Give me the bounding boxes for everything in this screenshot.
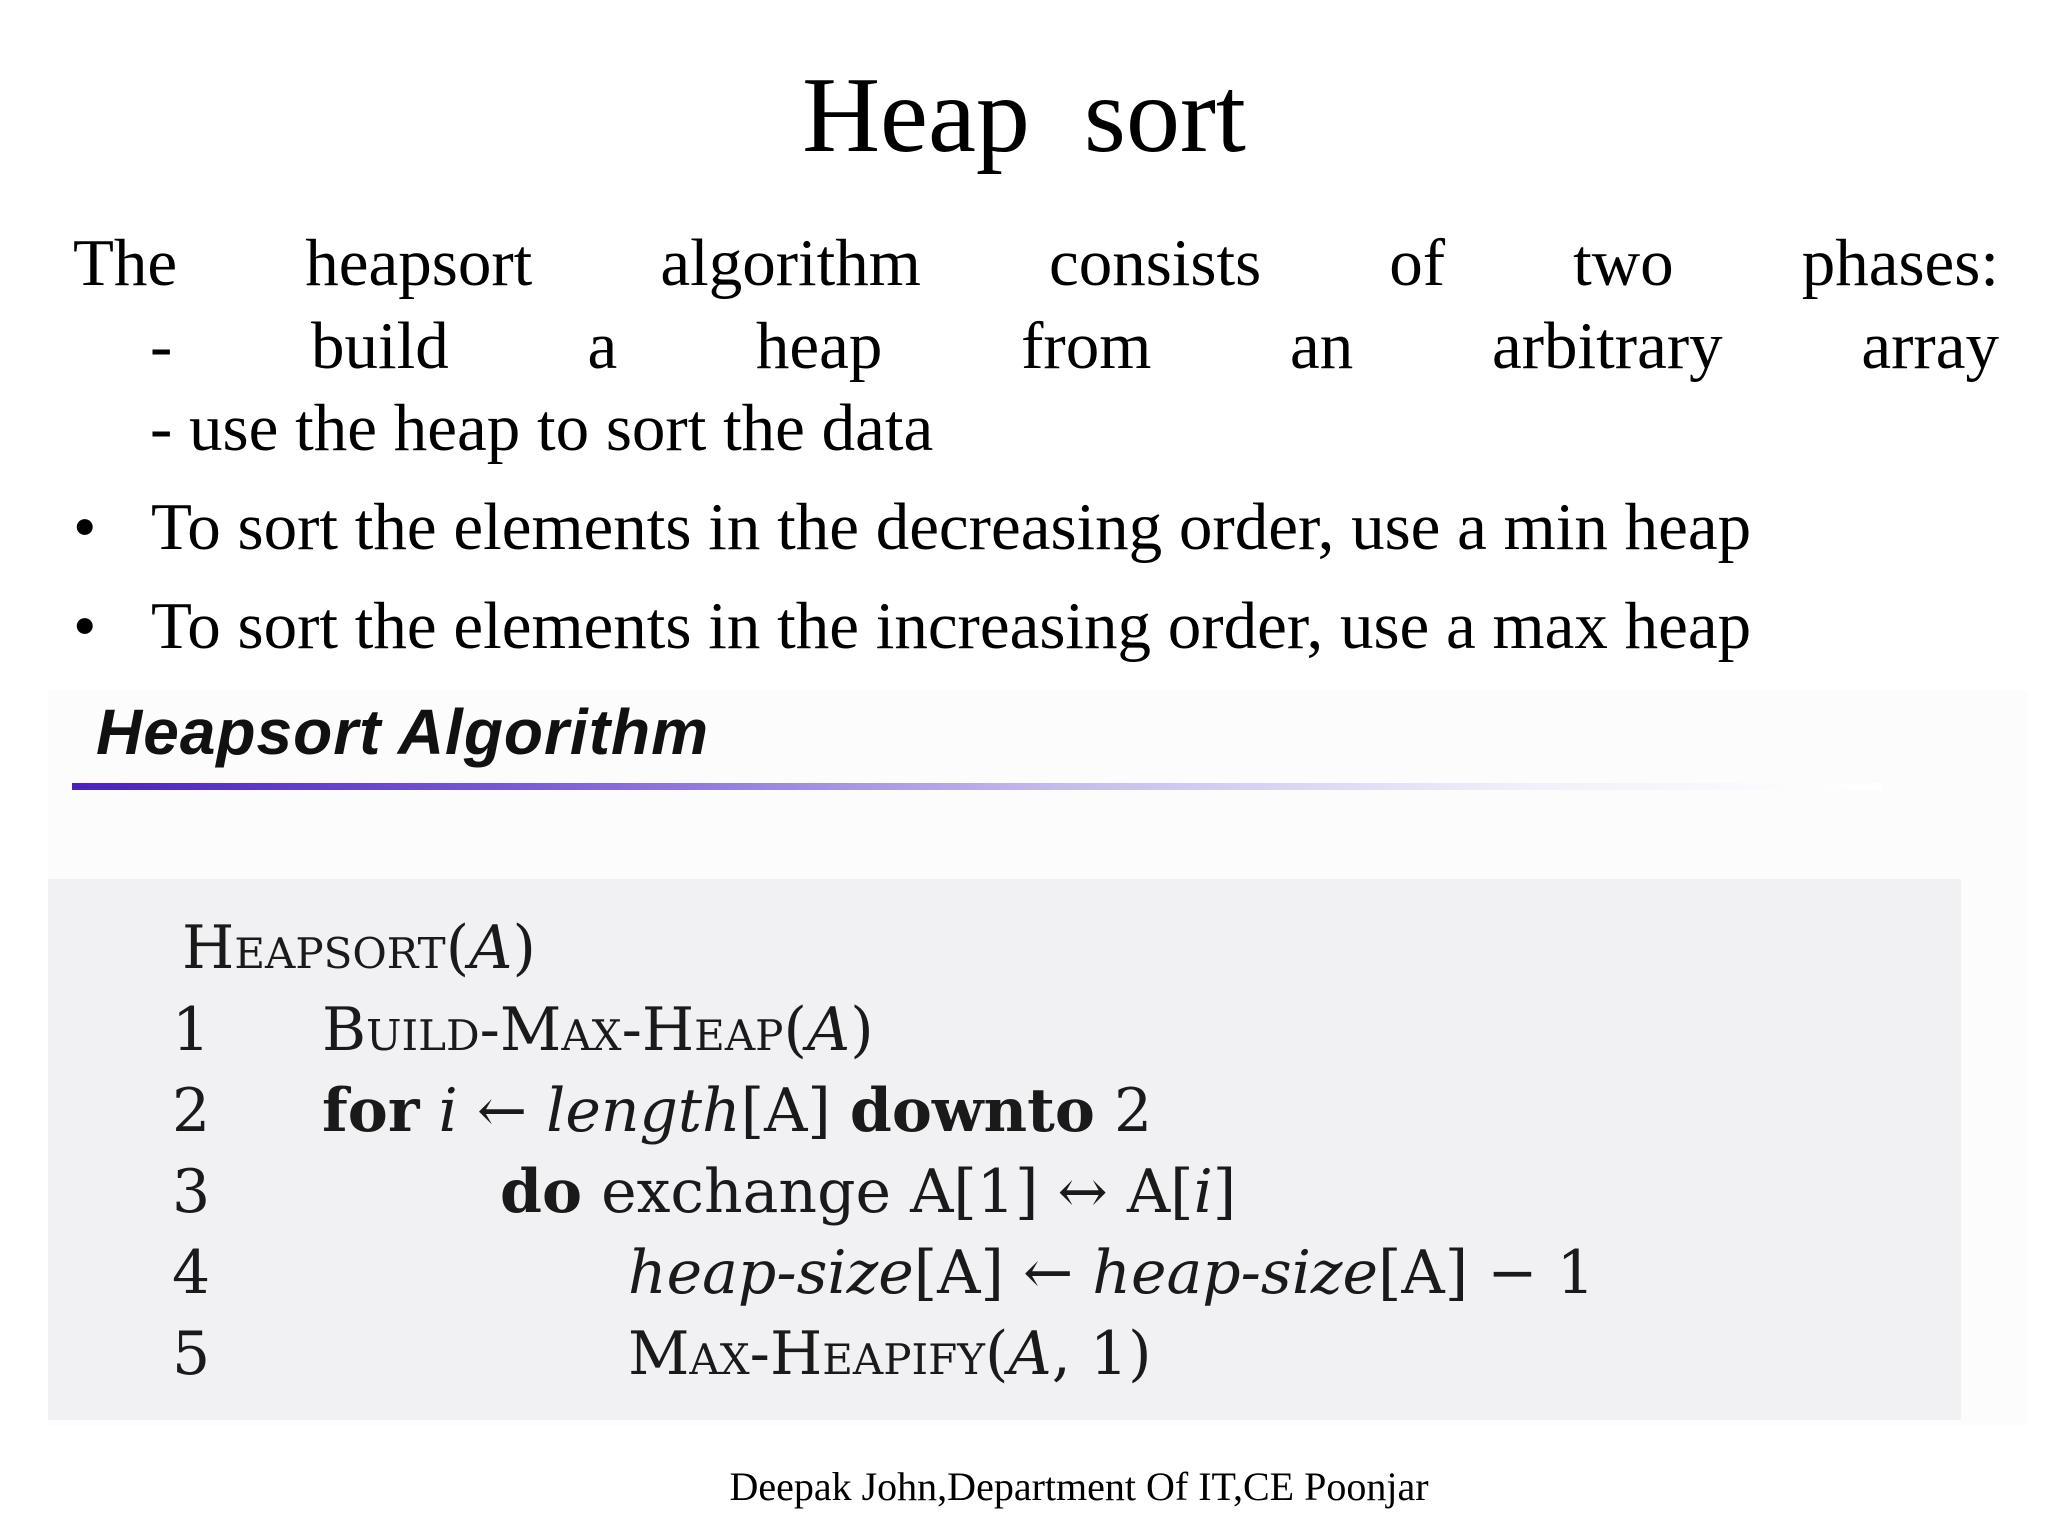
line-number: 3 xyxy=(172,1157,211,1227)
swap-arrow: ↔ xyxy=(1057,1157,1108,1227)
phase-two-line: - use the heap to sort the data xyxy=(150,391,934,465)
pseudocode-line xyxy=(628,1319,1152,1389)
pseudocode-line xyxy=(628,1238,1595,1308)
phase-word: build xyxy=(311,309,449,383)
phase-word: a xyxy=(587,309,618,383)
algorithm-heading: Heapsort Algorithm xyxy=(96,696,709,768)
line-number: 5 xyxy=(172,1319,211,1389)
exchange-text: exchange xyxy=(601,1157,891,1227)
keyword-downto: downto xyxy=(849,1076,1095,1146)
length-fn: length xyxy=(546,1076,741,1146)
line-number: 4 xyxy=(172,1238,211,1308)
length-arg: [A] xyxy=(740,1076,831,1146)
intro-word: The xyxy=(73,226,178,300)
procedure-call: Max-Heapify xyxy=(628,1319,985,1389)
paren: ( xyxy=(445,913,470,983)
heap-size-lhs-arg: [A] xyxy=(913,1238,1004,1308)
paren: ) xyxy=(850,995,874,1065)
slide-title: Heap sort xyxy=(802,56,1246,175)
bullet-text: To sort the elements in the decreasing order, use a min heap xyxy=(151,490,1752,564)
phase-one-line xyxy=(150,309,1999,383)
phase-word: from xyxy=(1021,309,1152,383)
intro-word: consists xyxy=(1048,226,1262,300)
intro-word: of xyxy=(1389,226,1446,300)
bullet-dot: • xyxy=(73,490,97,564)
pseudocode-line xyxy=(322,1076,1153,1146)
heap-size-lhs: heap-size xyxy=(628,1238,914,1308)
phase-word: an xyxy=(1290,309,1354,383)
paren: ( xyxy=(783,995,807,1065)
bullet-dot: • xyxy=(73,589,97,663)
exchange-right-var: i xyxy=(1193,1157,1213,1227)
paren: ( xyxy=(984,1319,1009,1389)
phase-word: array xyxy=(1861,309,1999,383)
heap-size-rhs: heap-size xyxy=(1092,1238,1378,1308)
procedure-name: Heapsort xyxy=(182,913,446,983)
assign-arrow: ← xyxy=(1022,1238,1074,1308)
param: A xyxy=(469,913,513,983)
loop-variable: i xyxy=(438,1076,458,1146)
assign-arrow: ← xyxy=(476,1076,528,1146)
param: A xyxy=(806,995,851,1065)
pseudocode-header xyxy=(182,913,536,983)
procedure-call: Build-Max-Heap xyxy=(322,995,784,1065)
bullet-text: To sort the elements in the increasing order, use a max heap xyxy=(151,589,1752,663)
line-number: 2 xyxy=(172,1076,211,1146)
phase-word: arbitrary xyxy=(1492,309,1723,383)
loop-end: 2 xyxy=(1113,1076,1153,1146)
footer-credit: Deepak John,Department Of IT,CE Poonjar xyxy=(729,1464,1429,1509)
param: A xyxy=(1008,1319,1052,1389)
phase-word: - xyxy=(150,309,173,383)
intro-word: phases: xyxy=(1801,226,1999,300)
exchange-right-open: A[ xyxy=(1126,1157,1194,1227)
intro-word: heapsort xyxy=(305,226,533,300)
keyword-for: for xyxy=(322,1076,420,1146)
pseudocode-line xyxy=(500,1157,1237,1227)
line-number: 1 xyxy=(172,995,211,1065)
pseudocode-line xyxy=(322,995,874,1065)
keyword-do: do xyxy=(500,1157,582,1227)
algorithm-heading-underline xyxy=(72,783,1882,790)
intro-word: two xyxy=(1573,226,1674,300)
exchange-right-close: ] xyxy=(1212,1157,1237,1227)
intro-word: algorithm xyxy=(660,226,921,300)
exchange-left: A[1] xyxy=(910,1157,1039,1227)
paren: ) xyxy=(512,913,536,983)
decrement: − 1 xyxy=(1487,1238,1595,1308)
phase-word: heap xyxy=(755,309,883,383)
intro-line xyxy=(73,226,1999,300)
call-rest: , 1) xyxy=(1051,1319,1152,1389)
heap-size-rhs-arg: [A] xyxy=(1378,1238,1469,1308)
